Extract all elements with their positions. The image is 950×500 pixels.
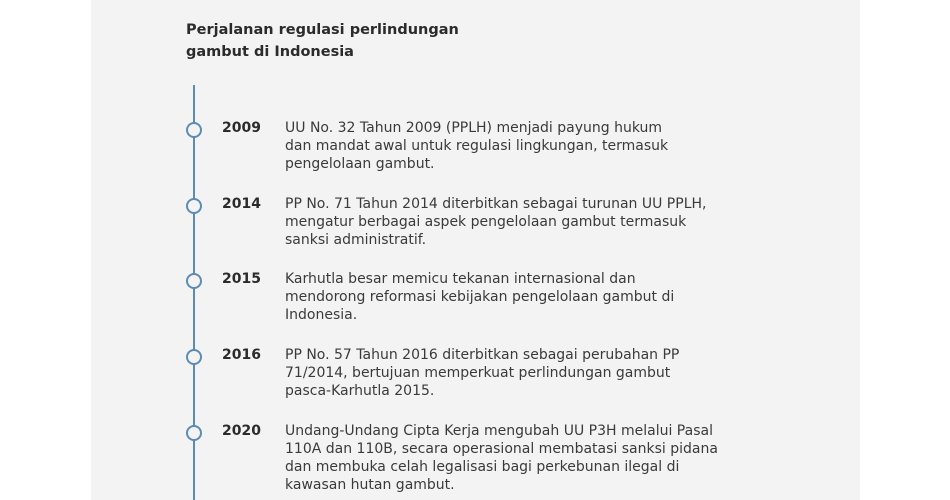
timeline-marker-icon [186, 425, 202, 441]
description-line: PP No. 57 Tahun 2016 diterbitkan sebagai perubahan PP [285, 347, 680, 363]
description-line: sanksi administratif. [285, 232, 427, 248]
timeline-description [285, 119, 735, 173]
description-line: dan membuka celah legalisasi bagi perkebunan ilegal di [285, 459, 680, 475]
timeline-year: 2015 [222, 271, 261, 287]
timeline-description [285, 195, 735, 249]
description-line: pengelolaan gambut. [285, 156, 435, 172]
timeline-year: 2016 [222, 347, 261, 363]
title-line-2: gambut di Indonesia [186, 44, 354, 60]
timeline-description [285, 346, 735, 400]
description-line: 110A dan 110B, secara operasional membatasi sanksi pidana [285, 441, 718, 457]
description-line: pasca-Karhutla 2015. [285, 383, 435, 399]
page-title [186, 19, 486, 63]
description-line: 71/2014, bertujuan memperkuat perlindungan gambut [285, 365, 671, 381]
description-line: Indonesia. [285, 307, 358, 323]
description-line: PP No. 71 Tahun 2014 diterbitkan sebagai turunan UU PPLH, [285, 196, 707, 212]
timeline-year: 2020 [222, 423, 261, 439]
timeline-description [285, 270, 735, 324]
description-line: Karhutla besar memicu tekanan internasional dan [285, 271, 636, 287]
timeline-marker-icon [186, 349, 202, 365]
description-line: Undang-Undang Cipta Kerja mengubah UU P3H melalui Pasal [285, 423, 713, 439]
timeline-marker-icon [186, 273, 202, 289]
description-line: UU No. 32 Tahun 2009 (PPLH) menjadi payung hukum [285, 120, 663, 136]
timeline-year: 2014 [222, 196, 261, 212]
timeline-marker-icon [186, 198, 202, 214]
timeline-year: 2009 [222, 120, 261, 136]
description-line: dan mandat awal untuk regulasi lingkungan, termasuk [285, 138, 669, 154]
description-line: mengatur berbagai aspek pengelolaan gambut termasuk [285, 214, 687, 230]
timeline-description [285, 422, 735, 494]
description-line: mendorong reformasi kebijakan pengelolaan gambut di [285, 289, 675, 305]
title-line-1: Perjalanan regulasi perlindungan [186, 22, 459, 38]
timeline-marker-icon [186, 122, 202, 138]
description-line: kawasan hutan gambut. [285, 477, 455, 493]
